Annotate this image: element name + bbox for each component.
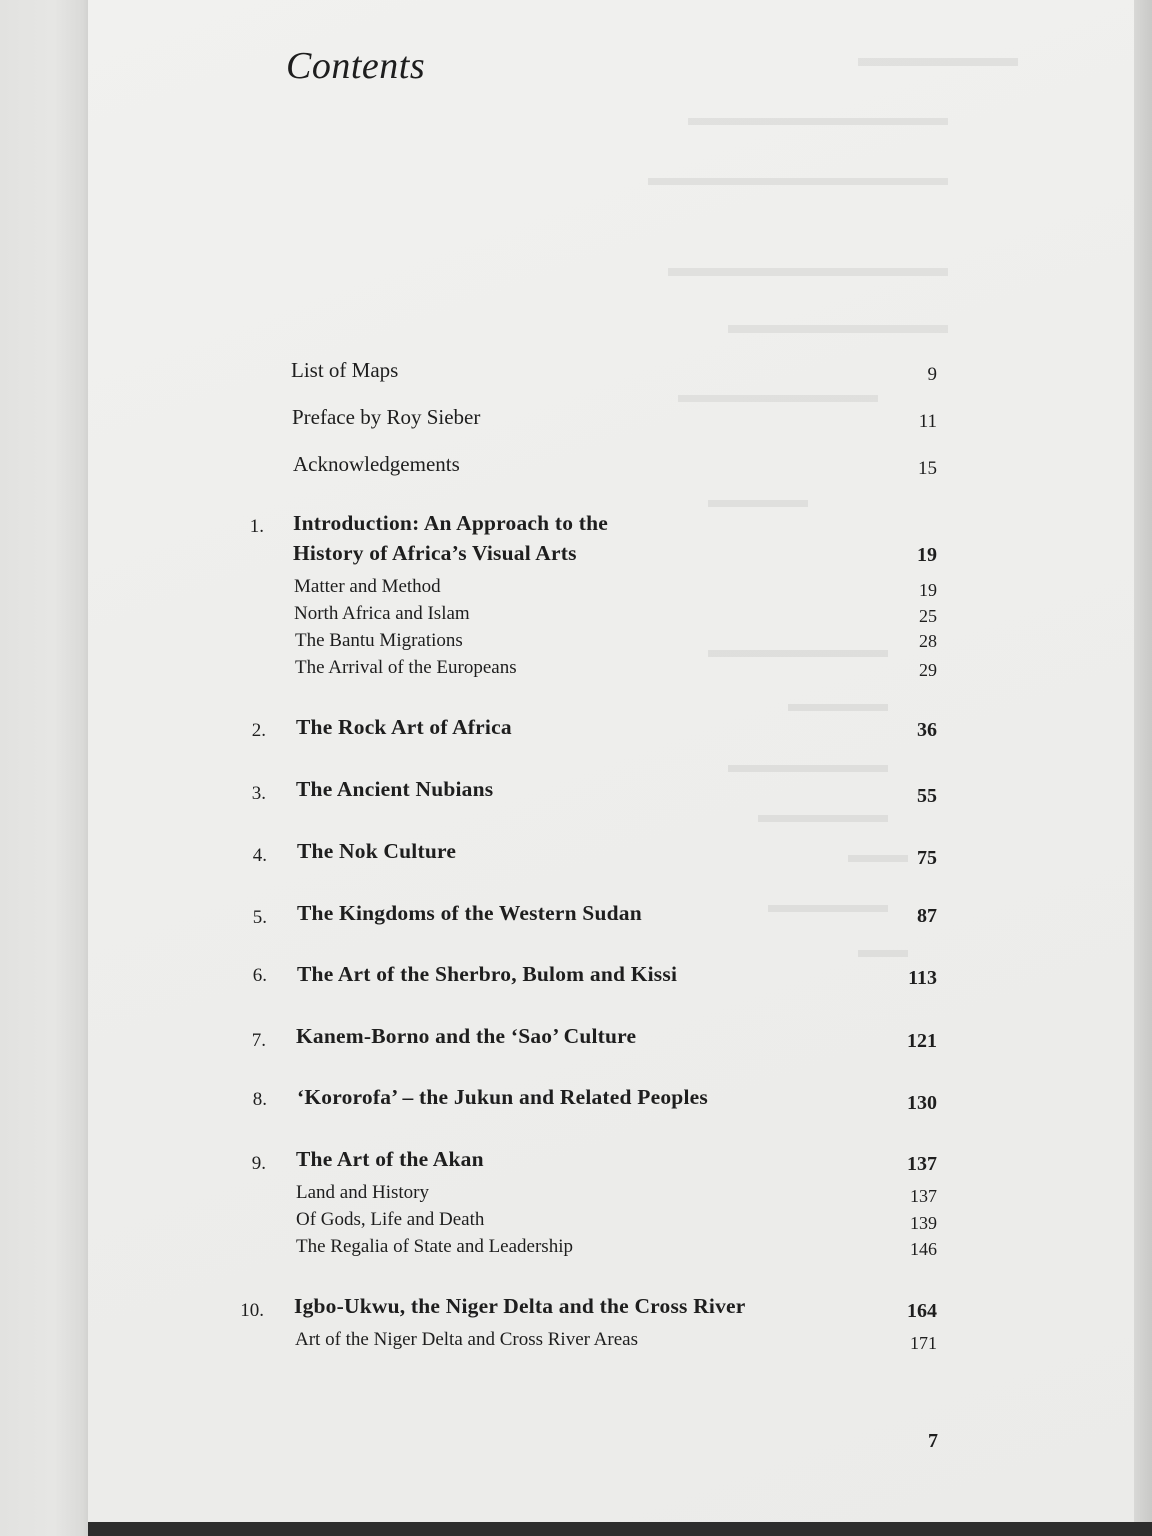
chapter-number: 4. bbox=[252, 845, 267, 866]
section-title: Of Gods, Life and Death bbox=[296, 1209, 485, 1230]
show-through-texture bbox=[668, 268, 948, 276]
chapter-title: The Rock Art of Africa bbox=[296, 715, 512, 739]
chapter-title: ‘Kororofa’ – the Jukun and Related Peoples bbox=[297, 1085, 708, 1109]
show-through-texture bbox=[858, 950, 908, 957]
chapter-page: 130 bbox=[907, 1092, 937, 1114]
chapter-page: 36 bbox=[917, 719, 937, 741]
show-through-texture bbox=[788, 704, 888, 711]
section-title: The Regalia of State and Leadership bbox=[296, 1236, 573, 1257]
chapter-page: 19 bbox=[917, 544, 937, 566]
toc-entry-label: Preface by Roy Sieber bbox=[292, 405, 481, 429]
section-page: 25 bbox=[919, 606, 937, 626]
show-through-texture bbox=[728, 765, 888, 772]
section-page: 146 bbox=[910, 1239, 937, 1259]
show-through-texture bbox=[848, 855, 908, 862]
toc-entry-label: Acknowledgements bbox=[293, 452, 460, 476]
show-through-texture bbox=[758, 815, 888, 822]
chapter-page: 164 bbox=[907, 1300, 937, 1322]
chapter-title: The Ancient Nubians bbox=[296, 777, 494, 801]
section-title: Art of the Niger Delta and Cross River Areas bbox=[295, 1329, 638, 1350]
page-edge bbox=[1134, 0, 1152, 1536]
section-page: 139 bbox=[910, 1213, 937, 1233]
toc-entry-page: 15 bbox=[918, 458, 937, 479]
chapter-number: 5. bbox=[252, 907, 267, 928]
contents-page bbox=[88, 0, 1134, 1522]
show-through-texture bbox=[858, 58, 1018, 66]
page-number: 7 bbox=[928, 1430, 938, 1452]
toc-entry-label: List of Maps bbox=[291, 358, 399, 382]
chapter-title: The Nok Culture bbox=[297, 839, 457, 863]
chapter-page: 121 bbox=[907, 1030, 937, 1052]
chapter-number: 2. bbox=[251, 720, 266, 741]
chapter-number: 6. bbox=[252, 965, 267, 986]
section-page: 29 bbox=[919, 660, 937, 680]
chapter-title: The Art of the Sherbro, Bulom and Kissi bbox=[297, 962, 678, 986]
section-page: 137 bbox=[910, 1186, 937, 1206]
section-page: 28 bbox=[919, 631, 937, 651]
chapter-title: The Art of the Akan bbox=[296, 1147, 484, 1171]
chapter-title: The Kingdoms of the Western Sudan bbox=[297, 901, 642, 925]
facing-page-shadow bbox=[0, 0, 90, 1536]
chapter-number: 9. bbox=[251, 1153, 266, 1174]
chapter-title: Introduction: An Approach to the bbox=[293, 511, 609, 535]
page-title: Contents bbox=[286, 45, 426, 87]
chapter-page: 137 bbox=[907, 1153, 937, 1175]
section-title: North Africa and Islam bbox=[294, 603, 470, 624]
chapter-title: History of Africa’s Visual Arts bbox=[293, 541, 577, 565]
show-through-texture bbox=[648, 178, 948, 185]
show-through-texture bbox=[688, 118, 948, 125]
chapter-title: Kanem-Borno and the ‘Sao’ Culture bbox=[296, 1024, 637, 1048]
section-page: 19 bbox=[919, 580, 937, 600]
chapter-number: 8. bbox=[252, 1089, 267, 1110]
chapter-number: 3. bbox=[251, 783, 266, 804]
chapter-page: 113 bbox=[908, 967, 937, 989]
toc-entry-page: 9 bbox=[927, 364, 937, 385]
chapter-page: 55 bbox=[917, 785, 937, 807]
show-through-texture bbox=[678, 395, 878, 402]
section-title: Matter and Method bbox=[294, 576, 441, 597]
section-title: Land and History bbox=[296, 1182, 429, 1203]
show-through-texture bbox=[728, 325, 948, 333]
chapter-number: 10. bbox=[240, 1300, 264, 1321]
chapter-page: 87 bbox=[917, 905, 937, 927]
toc-entry-page: 11 bbox=[918, 411, 937, 432]
chapter-number: 1. bbox=[249, 516, 264, 537]
bottom-edge bbox=[88, 1522, 1152, 1536]
section-page: 171 bbox=[910, 1333, 937, 1353]
section-title: The Arrival of the Europeans bbox=[295, 657, 517, 678]
chapter-title: Igbo-Ukwu, the Niger Delta and the Cross River bbox=[294, 1294, 746, 1318]
chapter-page: 75 bbox=[917, 847, 937, 869]
show-through-texture bbox=[708, 500, 808, 507]
chapter-number: 7. bbox=[251, 1030, 266, 1051]
show-through-texture bbox=[768, 905, 888, 912]
show-through-texture bbox=[708, 650, 888, 657]
section-title: The Bantu Migrations bbox=[295, 630, 463, 651]
